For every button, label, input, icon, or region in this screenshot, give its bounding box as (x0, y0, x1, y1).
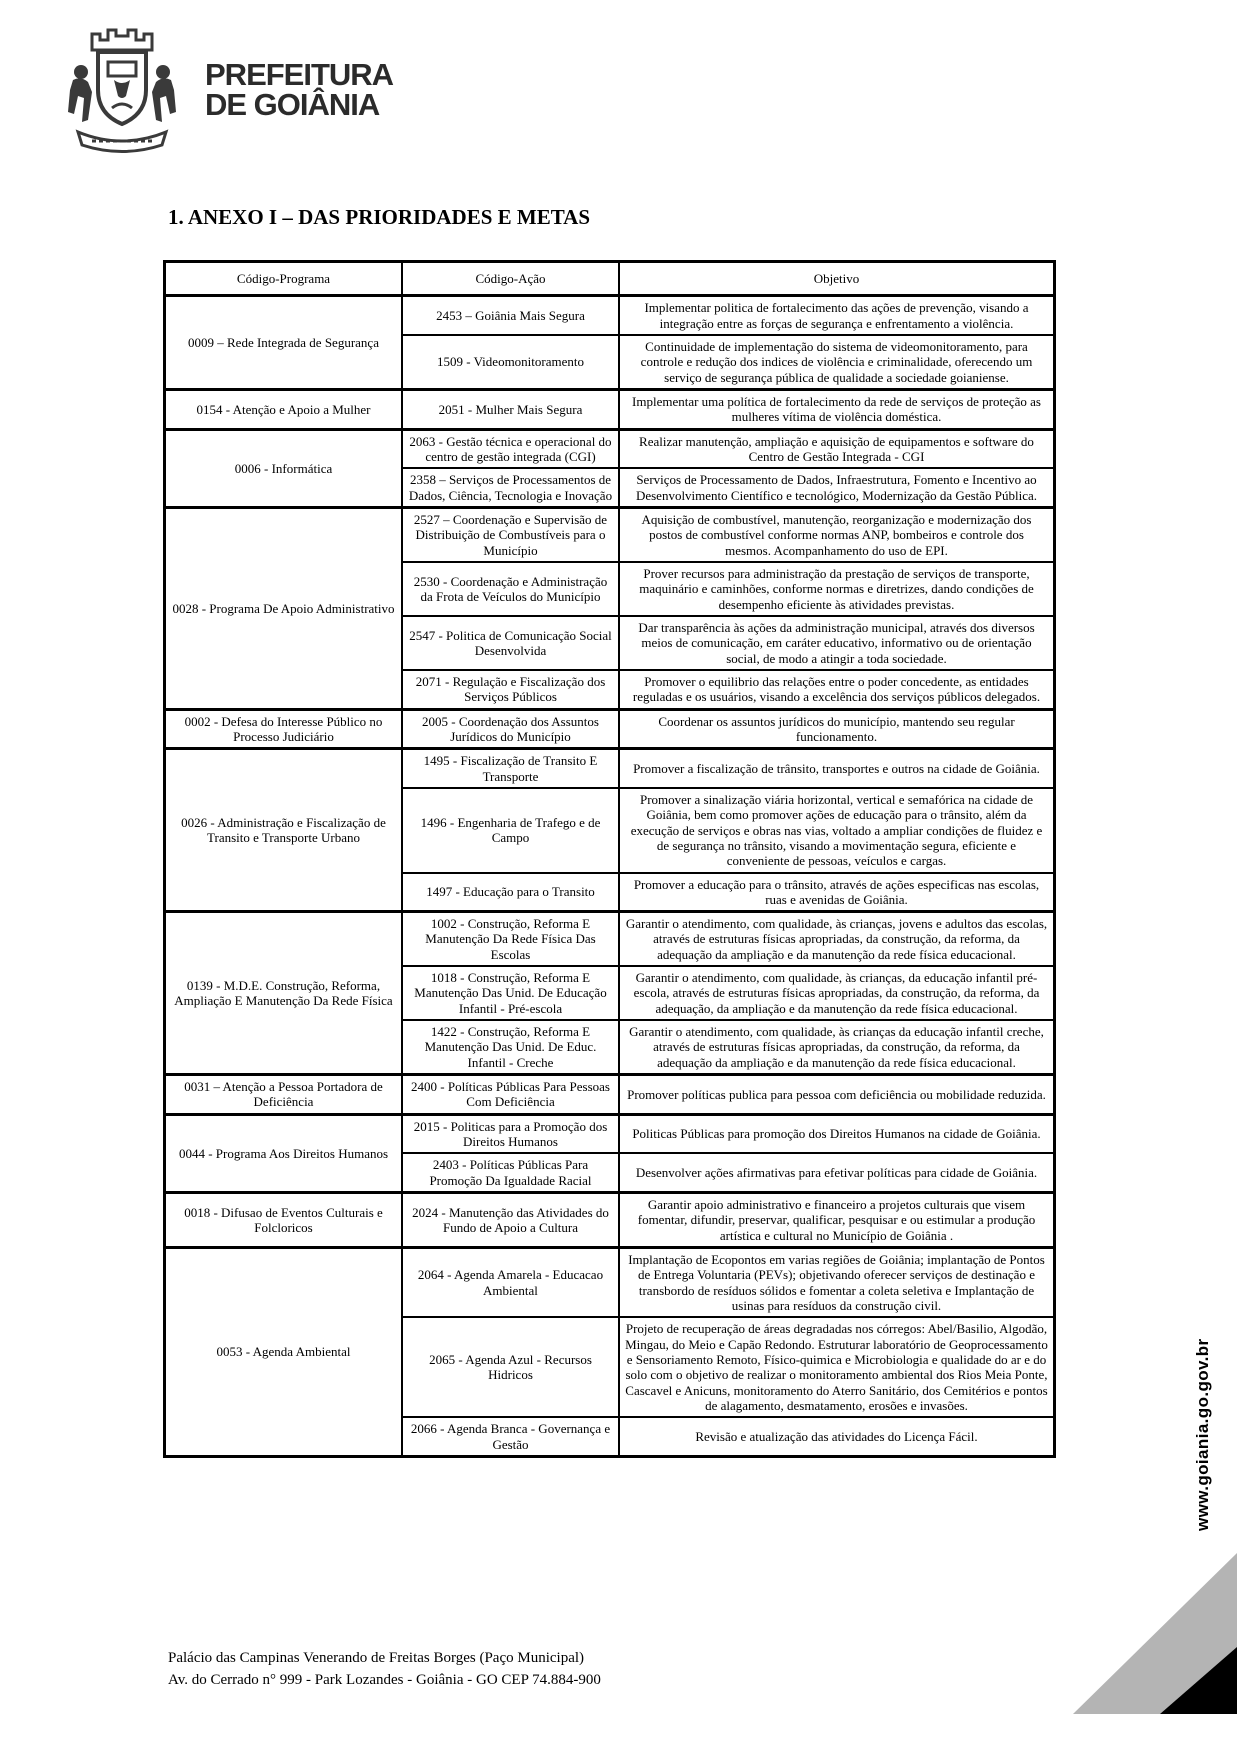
program-cell: 0154 - Atenção e Apoio a Mulher (165, 389, 403, 429)
column-header-codigo-acao: Código-Ação (402, 262, 619, 296)
action-cell: 1018 - Construção, Reforma E Manutenção Das Unid. De Educação Infantil - Pré-escola (402, 966, 619, 1020)
objective-cell: Garantir o atendimento, com qualidade, às crianças da educação infantil creche, através de estruturas físicas apropriadas, da construção, da reforma, da adequação da ampliação e da manutenção da rede física educacional. (619, 1020, 1055, 1074)
action-cell: 2453 – Goiânia Mais Segura (402, 296, 619, 335)
action-cell: 2400 - Políticas Públicas Para Pessoas Com Deficiência (402, 1075, 619, 1115)
action-cell: 2005 - Coordenação dos Assuntos Jurídicos do Município (402, 709, 619, 749)
action-cell: 2071 - Regulação e Fiscalização dos Serviços Públicos (402, 670, 619, 709)
action-cell: 2015 - Politicas para a Promoção dos Direitos Humanos (402, 1114, 619, 1153)
goiania-coat-of-arms-icon (62, 22, 182, 162)
objective-cell: Politicas Públicas para promoção dos Direitos Humanos na cidade de Goiânia. (619, 1114, 1055, 1153)
program-cell: 0006 - Informática (165, 429, 403, 507)
action-cell: 1496 - Engenharia de Trafego e de Campo (402, 788, 619, 873)
table-row (165, 1075, 1055, 1115)
priorities-table (163, 260, 1056, 1458)
objective-cell: Implantação de Ecopontos em varias regiões de Goiânia; implantação de Pontos de Entrega Voluntaria (PEVs); objetivando oferecer serviços de destinação e transbordo de resíduos sólidos e fomentar a coleta seletiva e Implantação de usinas para resíduos da construção civil. (619, 1248, 1055, 1318)
table-header-row (165, 262, 1055, 296)
table-row (165, 296, 1055, 335)
table-body (165, 296, 1055, 1457)
program-cell: 0028 - Programa De Apoio Administrativo (165, 507, 403, 709)
table-row (165, 1248, 1055, 1318)
action-cell: 1509 - Videomonitoramento (402, 335, 619, 389)
table-row (165, 507, 1055, 561)
objective-cell: Promover o equilibrio das relações entre o poder concedente, as entidades reguladas e os usuários, visando a excelência dos serviços públicos delegados. (619, 670, 1055, 709)
objective-cell: Projeto de recuperação de áreas degradadas nos córregos: Abel/Basilio, Algodão, Mingau, do Meio e Capão Redondo. Estruturar laboratório de Geoprocessamento e Sensoriamento Remoto, Físico-quimica e Microbiologia e qualidade do ar e do solo com o objetivo de realizar o monitoramento ambiental dos Rios Meia Ponte, Cascavel e Anicuns, monitoramento do Aterro Sanitário, dos Cemitérios e pontos de alagamento, desmatamento, erosões e invasões. (619, 1317, 1055, 1417)
program-cell: 0026 - Administração e Fiscalização de Transito e Transporte Urbano (165, 749, 403, 912)
program-cell: 0009 – Rede Integrada de Segurança (165, 296, 403, 390)
action-cell: 2024 - Manutenção das Atividades do Fundo de Apoio a Cultura (402, 1193, 619, 1248)
objective-cell: Implementar politica de fortalecimento das ações de prevenção, visando a integração entre as forças de segurança e enfrentamento a violência. (619, 296, 1055, 335)
table-row (165, 429, 1055, 468)
action-cell: 2358 – Serviços de Processamentos de Dados, Ciência, Tecnologia e Inovação (402, 468, 619, 507)
objective-cell: Dar transparência às ações da administração municipal, através dos diversos meios de comunicação, em caráter educativo, informativo ou de orientação social, de modo a atingir a toda sociedade. (619, 616, 1055, 670)
action-cell: 1422 - Construção, Reforma E Manutenção Das Unid. De Educ. Infantil - Creche (402, 1020, 619, 1074)
action-cell: 2065 - Agenda Azul - Recursos Hidricos (402, 1317, 619, 1417)
program-cell: 0002 - Defesa do Interesse Público no Processo Judiciário (165, 709, 403, 749)
program-cell: 0053 - Agenda Ambiental (165, 1248, 403, 1457)
table-row (165, 389, 1055, 429)
objective-cell: Garantir apoio administrativo e financeiro a projetos culturais que visem fomentar, difundir, preservar, qualificar, pesquisar e ou estimular a produção artística e cultural no Município de Goiânia . (619, 1193, 1055, 1248)
objective-cell: Prover recursos para administração da prestação de serviços de transporte, maquinário e caminhões, conforme normas e diretrizes, dando condições de desempenho eficiente às atividades previstas. (619, 562, 1055, 616)
action-cell: 1495 - Fiscalização de Transito E Transporte (402, 749, 619, 788)
footer-line1: Palácio das Campinas Venerando de Freitas Borges (Paço Municipal) (168, 1650, 585, 1666)
org-name (205, 57, 394, 123)
website-url-vertical: www.goiania.go.gov.br (1193, 1338, 1212, 1531)
page-title: 1. ANEXO I – DAS PRIORIDADES E METAS (168, 205, 591, 229)
table-row (165, 1114, 1055, 1153)
table-row (165, 749, 1055, 788)
objective-cell: Promover a educação para o trânsito, através de ações especificas nas escolas, ruas e avenidas de Goiânia. (619, 873, 1055, 912)
table-row (165, 1193, 1055, 1248)
objective-cell: Coordenar os assuntos jurídicos do município, mantendo seu regular funcionamento. (619, 709, 1055, 749)
action-cell: 2051 - Mulher Mais Segura (402, 389, 619, 429)
org-name-line2: DE GOIÂNIA (205, 87, 380, 123)
action-cell: 2547 - Politica de Comunicação Social Desenvolvida (402, 616, 619, 670)
objective-cell: Aquisição de combustível, manutenção, reorganização e modernização dos postos de combustível conforme normas ANP, bombeiros e controle dos mesmos. Acompanhamento do uso de EPI. (619, 507, 1055, 561)
objective-cell: Implementar uma política de fortalecimento da rede de serviços de proteção as mulheres vítima de violência doméstica. (619, 389, 1055, 429)
header-logo (62, 22, 502, 162)
objective-cell: Garantir o atendimento, com qualidade, às crianças, jovens e adultos das escolas, através de estruturas físicas apropriadas, da construção, da reforma, da adequação da ampliação e da manutenção da rede física educacional. (619, 912, 1055, 966)
footer-line2: Av. do Cerrado n° 999 - Park Lozandes - Goiânia - GO CEP 74.884-900 (168, 1671, 601, 1688)
action-cell: 2527 – Coordenação e Supervisão de Distribuição de Combustíveis para o Município (402, 507, 619, 561)
footer-address (168, 1648, 601, 1692)
action-cell: 1497 - Educação para o Transito (402, 873, 619, 912)
action-cell: 1002 - Construção, Reforma E Manutenção Da Rede Física Das Escolas (402, 912, 619, 966)
objective-cell: Serviços de Processamento de Dados, Infraestrutura, Fomento e Incentivo ao Desenvolvimento Científico e tecnológico, Modernização da Gestão Pública. (619, 468, 1055, 507)
program-cell: 0031 – Atenção a Pessoa Portadora de Deficiência (165, 1075, 403, 1115)
program-cell: 0018 - Difusao de Eventos Culturais e Folcloricos (165, 1193, 403, 1248)
objective-cell: Promover a sinalização viária horizontal, vertical e semafórica na cidade de Goiânia, bem como promover ações de educação para o trânsito, além da execução de serviços e obras nas vias, voltado a ampliar condições de fluidez e de segurança no trânsito, visando a movimentação segura, eficiente e conveniente de pessoas, veículos e cargas. (619, 788, 1055, 873)
objective-cell: Realizar manutenção, ampliação e aquisição de equipamentos e software do Centro de Gestão Integrada - CGI (619, 429, 1055, 468)
objective-cell: Garantir o atendimento, com qualidade, às crianças, da educação infantil pré-escola, através de estruturas físicas apropriadas, da construção, da reforma, da adequação, da ampliação e da manutenção da rede física educacional. (619, 966, 1055, 1020)
program-cell: 0139 - M.D.E. Construção, Reforma, Ampliação E Manutenção Da Rede Física (165, 912, 403, 1075)
column-header-objetivo: Objetivo (619, 262, 1055, 296)
objective-cell: Promover a fiscalização de trânsito, transportes e outros na cidade de Goiânia. (619, 749, 1055, 788)
objective-cell: Continuidade de implementação do sistema de videomonitoramento, para controle e redução dos indices de violência e criminalidade, oferecendo um serviço de segurança pública de qualidade a sociedade goianiense. (619, 335, 1055, 389)
table-row (165, 709, 1055, 749)
action-cell: 2066 - Agenda Branca - Governança e Gestão (402, 1417, 619, 1456)
objective-cell: Promover políticas publica para pessoa com deficiência ou mobilidade reduzida. (619, 1075, 1055, 1115)
action-cell: 2530 - Coordenação e Administração da Frota de Veículos do Município (402, 562, 619, 616)
objective-cell: Revisão e atualização das atividades do Licença Fácil. (619, 1417, 1055, 1456)
org-name-line1: PREFEITURA (205, 57, 394, 92)
action-cell: 2063 - Gestão técnica e operacional do centro de gestão integrada (CGI) (402, 429, 619, 468)
table-row (165, 912, 1055, 966)
program-cell: 0044 - Programa Aos Direitos Humanos (165, 1114, 403, 1192)
objective-cell: Desenvolver ações afirmativas para efetivar políticas para cidade de Goiânia. (619, 1153, 1055, 1192)
action-cell: 2403 - Políticas Públicas Para Promoção Da Igualdade Racial (402, 1153, 619, 1192)
action-cell: 2064 - Agenda Amarela - Educacao Ambiental (402, 1248, 619, 1318)
column-header-codigo-programa: Código-Programa (165, 262, 403, 296)
